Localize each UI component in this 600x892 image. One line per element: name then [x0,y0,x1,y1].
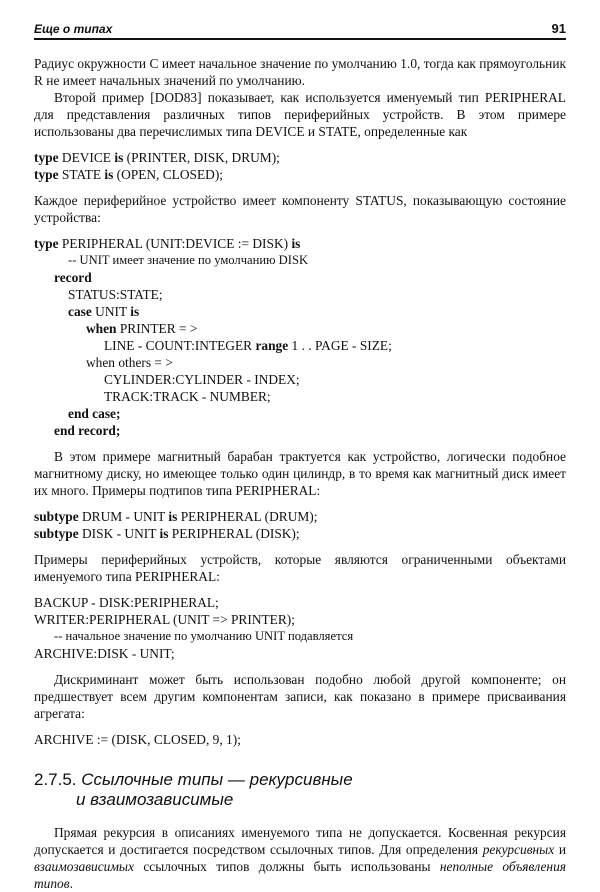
paragraph-5: Примеры периферийных устройств, которые являются ограниченными объектами именуемого типа PERIPHERAL: [34,552,566,584]
keyword: type [34,236,59,251]
code-text: PERIPHERAL (UNIT:DEVICE := DISK) [58,236,292,251]
page-body [34,55,566,892]
emphasis: неполные объявления типов [34,859,566,891]
paragraph-6: Дискриминант может быть использован подобно любой другой компоненте; он предшествует всем другим компонентам записи, как показано в примере присваивания агрегата: [34,672,566,721]
code-keyword-line: end record; [54,423,121,438]
text-run: . [69,876,73,891]
code-line [34,320,566,337]
keyword: is [159,526,169,541]
paragraph-4: В этом примере магнитный барабан трактуется как устройство, логически подобное магнитному диску, но имеющее только один цилиндр, в то время как магнитный диск имеет их много. Примеры подтипов типа PERIPHERAL: [34,449,566,498]
code-line: CYLINDER:CYLINDER - INDEX; [104,372,300,387]
keyword: range [255,338,289,353]
text-run: Прямая рекурсия в описаниях именуемого типа не допускается. Косвенная рекурсия допускается и достигается посредством ссылочных типов. Для определения [34,825,566,857]
code-block-1 [34,149,566,183]
keyword: is [114,150,124,165]
code-line: TRACK:TRACK - NUMBER; [104,389,271,404]
code-line [34,337,566,354]
paragraph-7 [34,824,566,892]
code-line: ARCHIVE := (DISK, CLOSED, 9, 1); [34,732,241,747]
code-text: (PRINTER, DISK, DRUM); [123,150,280,165]
code-line [34,508,566,525]
code-text: (OPEN, CLOSED); [113,167,224,182]
code-text: PERIPHERAL (DISK); [168,526,300,541]
keyword: is [291,236,301,251]
paragraph-2: Второй пример [DOD83] показывает, как используется именуемый тип PERIPHERAL для представления различных типов периферийных устройств. В этом примере использованы два перечислимых типа DEVICE и STATE, определенные как [34,90,566,139]
code-block-3 [34,508,566,542]
code-text: UNIT [91,304,131,319]
code-text: PERIPHERAL (DRUM); [177,509,318,524]
code-comment: -- начальное значение по умолчанию UNIT подавляется [54,629,354,643]
emphasis: взаимозависимых [34,859,134,874]
code-keyword-line: end case; [68,406,121,421]
keyword: type [34,150,59,165]
keyword: is [104,167,114,182]
section-heading [34,770,566,810]
code-line: STATUS:STATE; [68,287,163,302]
code-line [34,166,566,183]
paragraph-3: Каждое периферийное устройство имеет компоненту STATUS, показывающую состояние устройства: [34,193,566,225]
code-line [34,149,566,166]
code-text: PRINTER = > [116,321,198,336]
section-number: 2.7.5. [34,770,77,789]
code-comment: -- UNIT имеет значение по умолчанию DISK [68,253,309,267]
keyword: subtype [34,526,79,541]
keyword: subtype [34,509,79,524]
text-run: и [554,842,566,857]
code-block-2 [34,235,566,439]
code-line: BACKUP - DISK:PERIPHERAL; [34,595,219,610]
running-title: Еще о типах [34,22,113,36]
keyword: is [168,509,178,524]
code-text: DRUM - UNIT [78,509,169,524]
section-title-line-2: и взаимозависимые [76,790,234,809]
paragraph-1: Радиус окружности C имеет начальное значение по умолчанию 1.0, тогда как прямоугольник R не имеет начальных значений по умолчанию. [34,56,566,88]
code-line: when others = > [86,355,173,370]
text-run: ссылочных типов должны быть использованы [133,859,440,874]
keyword: type [34,167,59,182]
code-line: ARCHIVE:DISK - UNIT; [34,646,175,661]
code-text: DEVICE [58,150,115,165]
code-text: 1 . . PAGE - SIZE; [288,338,392,353]
emphasis: рекурсивных [482,842,555,857]
code-text: DISK - UNIT [78,526,160,541]
code-line: WRITER:PERIPHERAL (UNIT => PRINTER); [34,612,295,627]
code-text: STATE [58,167,105,182]
code-keyword-line: record [54,270,92,285]
code-line [34,303,566,320]
keyword: is [130,304,140,319]
code-line [34,235,566,252]
code-block-4 [34,594,566,662]
page-header [34,18,566,40]
code-text: LINE - COUNT:INTEGER [104,338,256,353]
keyword: case [68,304,92,319]
code-block-5 [34,731,566,748]
section-title-line-1: Ссылочные типы — рекурсивные [81,770,353,789]
keyword: when [86,321,117,336]
book-page [34,18,566,892]
code-line [34,525,566,542]
page-number: 91 [551,21,566,36]
